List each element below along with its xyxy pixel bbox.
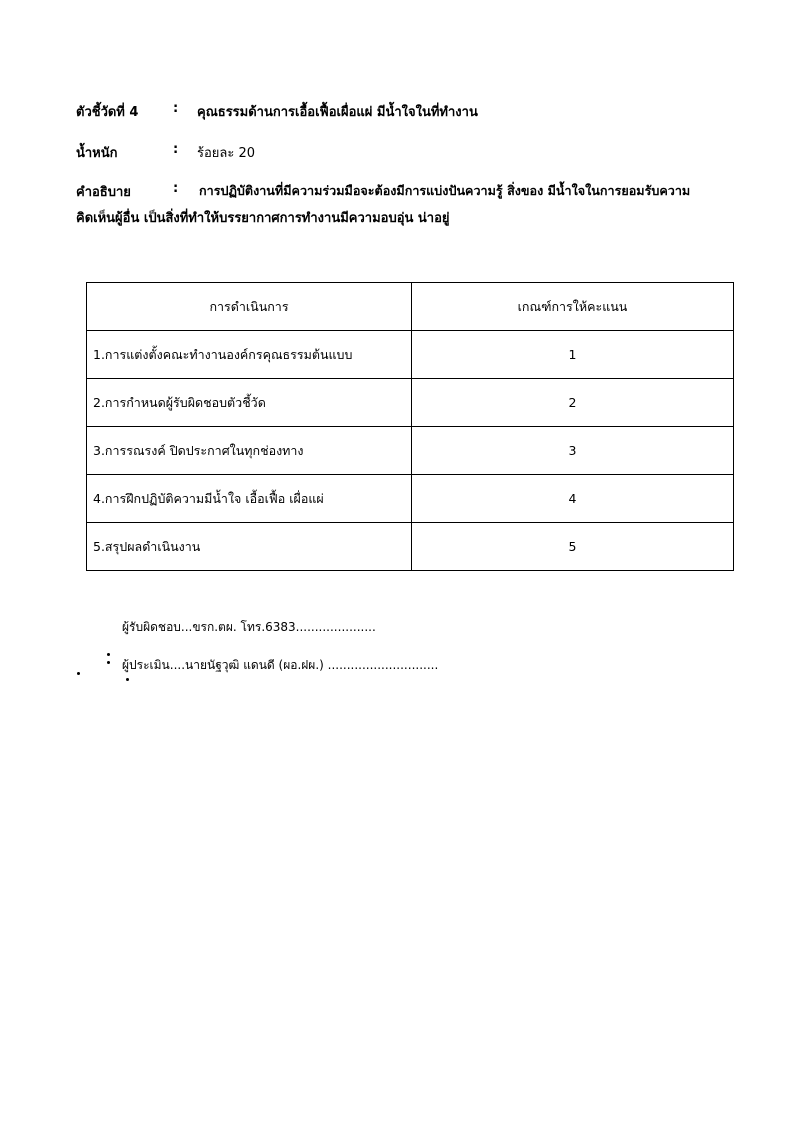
row-action: 3.การรณรงค์ ปิดประกาศในทุกช่องทาง xyxy=(87,427,412,475)
row-action: 4.การฝึกปฏิบัติความมีน้ำใจ เอื้อเฟื้อ เผื่อแผ่ xyxy=(87,475,412,523)
indicator-separator: : xyxy=(173,101,179,116)
row-score: 4 xyxy=(412,475,734,523)
table-header-row xyxy=(87,283,734,331)
weight-separator: : xyxy=(173,142,179,157)
bullet-dot xyxy=(126,678,129,681)
description-line-1: การปฏิบัติงานที่มีความร่วมมือจะต้องมีการแบ่งปันความรู้ สิ่งของ มีน้ำใจในการยอมรับความ xyxy=(199,183,691,198)
table-row xyxy=(87,379,734,427)
row-score: 2 xyxy=(412,379,734,427)
table-row xyxy=(87,475,734,523)
table-row xyxy=(87,427,734,475)
row-score: 1 xyxy=(412,331,734,379)
row-score: 5 xyxy=(412,523,734,571)
evaluator-signature: ผู้ประเมิน....นายนัฐวุฒิ แดนดี (ผอ.ฝผ.) ............................. xyxy=(122,658,439,672)
weight-label: น้ำหนัก xyxy=(76,146,118,161)
indicator-label: ตัวชี้วัดที่ 4 xyxy=(76,105,139,120)
table-row xyxy=(87,523,734,571)
header-action: การดำเนินการ xyxy=(87,283,412,331)
criteria-table xyxy=(86,282,734,571)
description-label: คำอธิบาย xyxy=(76,185,131,200)
row-score: 3 xyxy=(412,427,734,475)
weight-value: ร้อยละ 20 xyxy=(197,146,256,161)
description-line-2: คิดเห็นผู้อื่น เป็นสิ่งที่ทำให้บรรยากาศการทำงานมีความอบอุ่น น่าอยู่ xyxy=(76,211,450,226)
bullet-dot xyxy=(107,661,110,664)
row-action: 2.การกำหนดผู้รับผิดชอบตัวชี้วัด xyxy=(87,379,412,427)
bullet-dot xyxy=(77,672,80,675)
bullet-dot xyxy=(107,653,110,656)
table-row xyxy=(87,331,734,379)
indicator-value: คุณธรรมด้านการเอื้อเฟื้อเผื่อแผ่ มีน้ำใจในที่ทำงาน xyxy=(197,105,478,120)
row-action: 5.สรุปผลดำเนินงาน xyxy=(87,523,412,571)
row-action: 1.การแต่งตั้งคณะทำงานองค์กรคุณธรรมต้นแบบ xyxy=(87,331,412,379)
header-score: เกณฑ์การให้คะแนน xyxy=(412,283,734,331)
responsible-signature: ผู้รับผิดชอบ...ขรก.ตผ. โทร.6383..................... xyxy=(122,620,376,634)
description-separator: : xyxy=(173,181,179,196)
